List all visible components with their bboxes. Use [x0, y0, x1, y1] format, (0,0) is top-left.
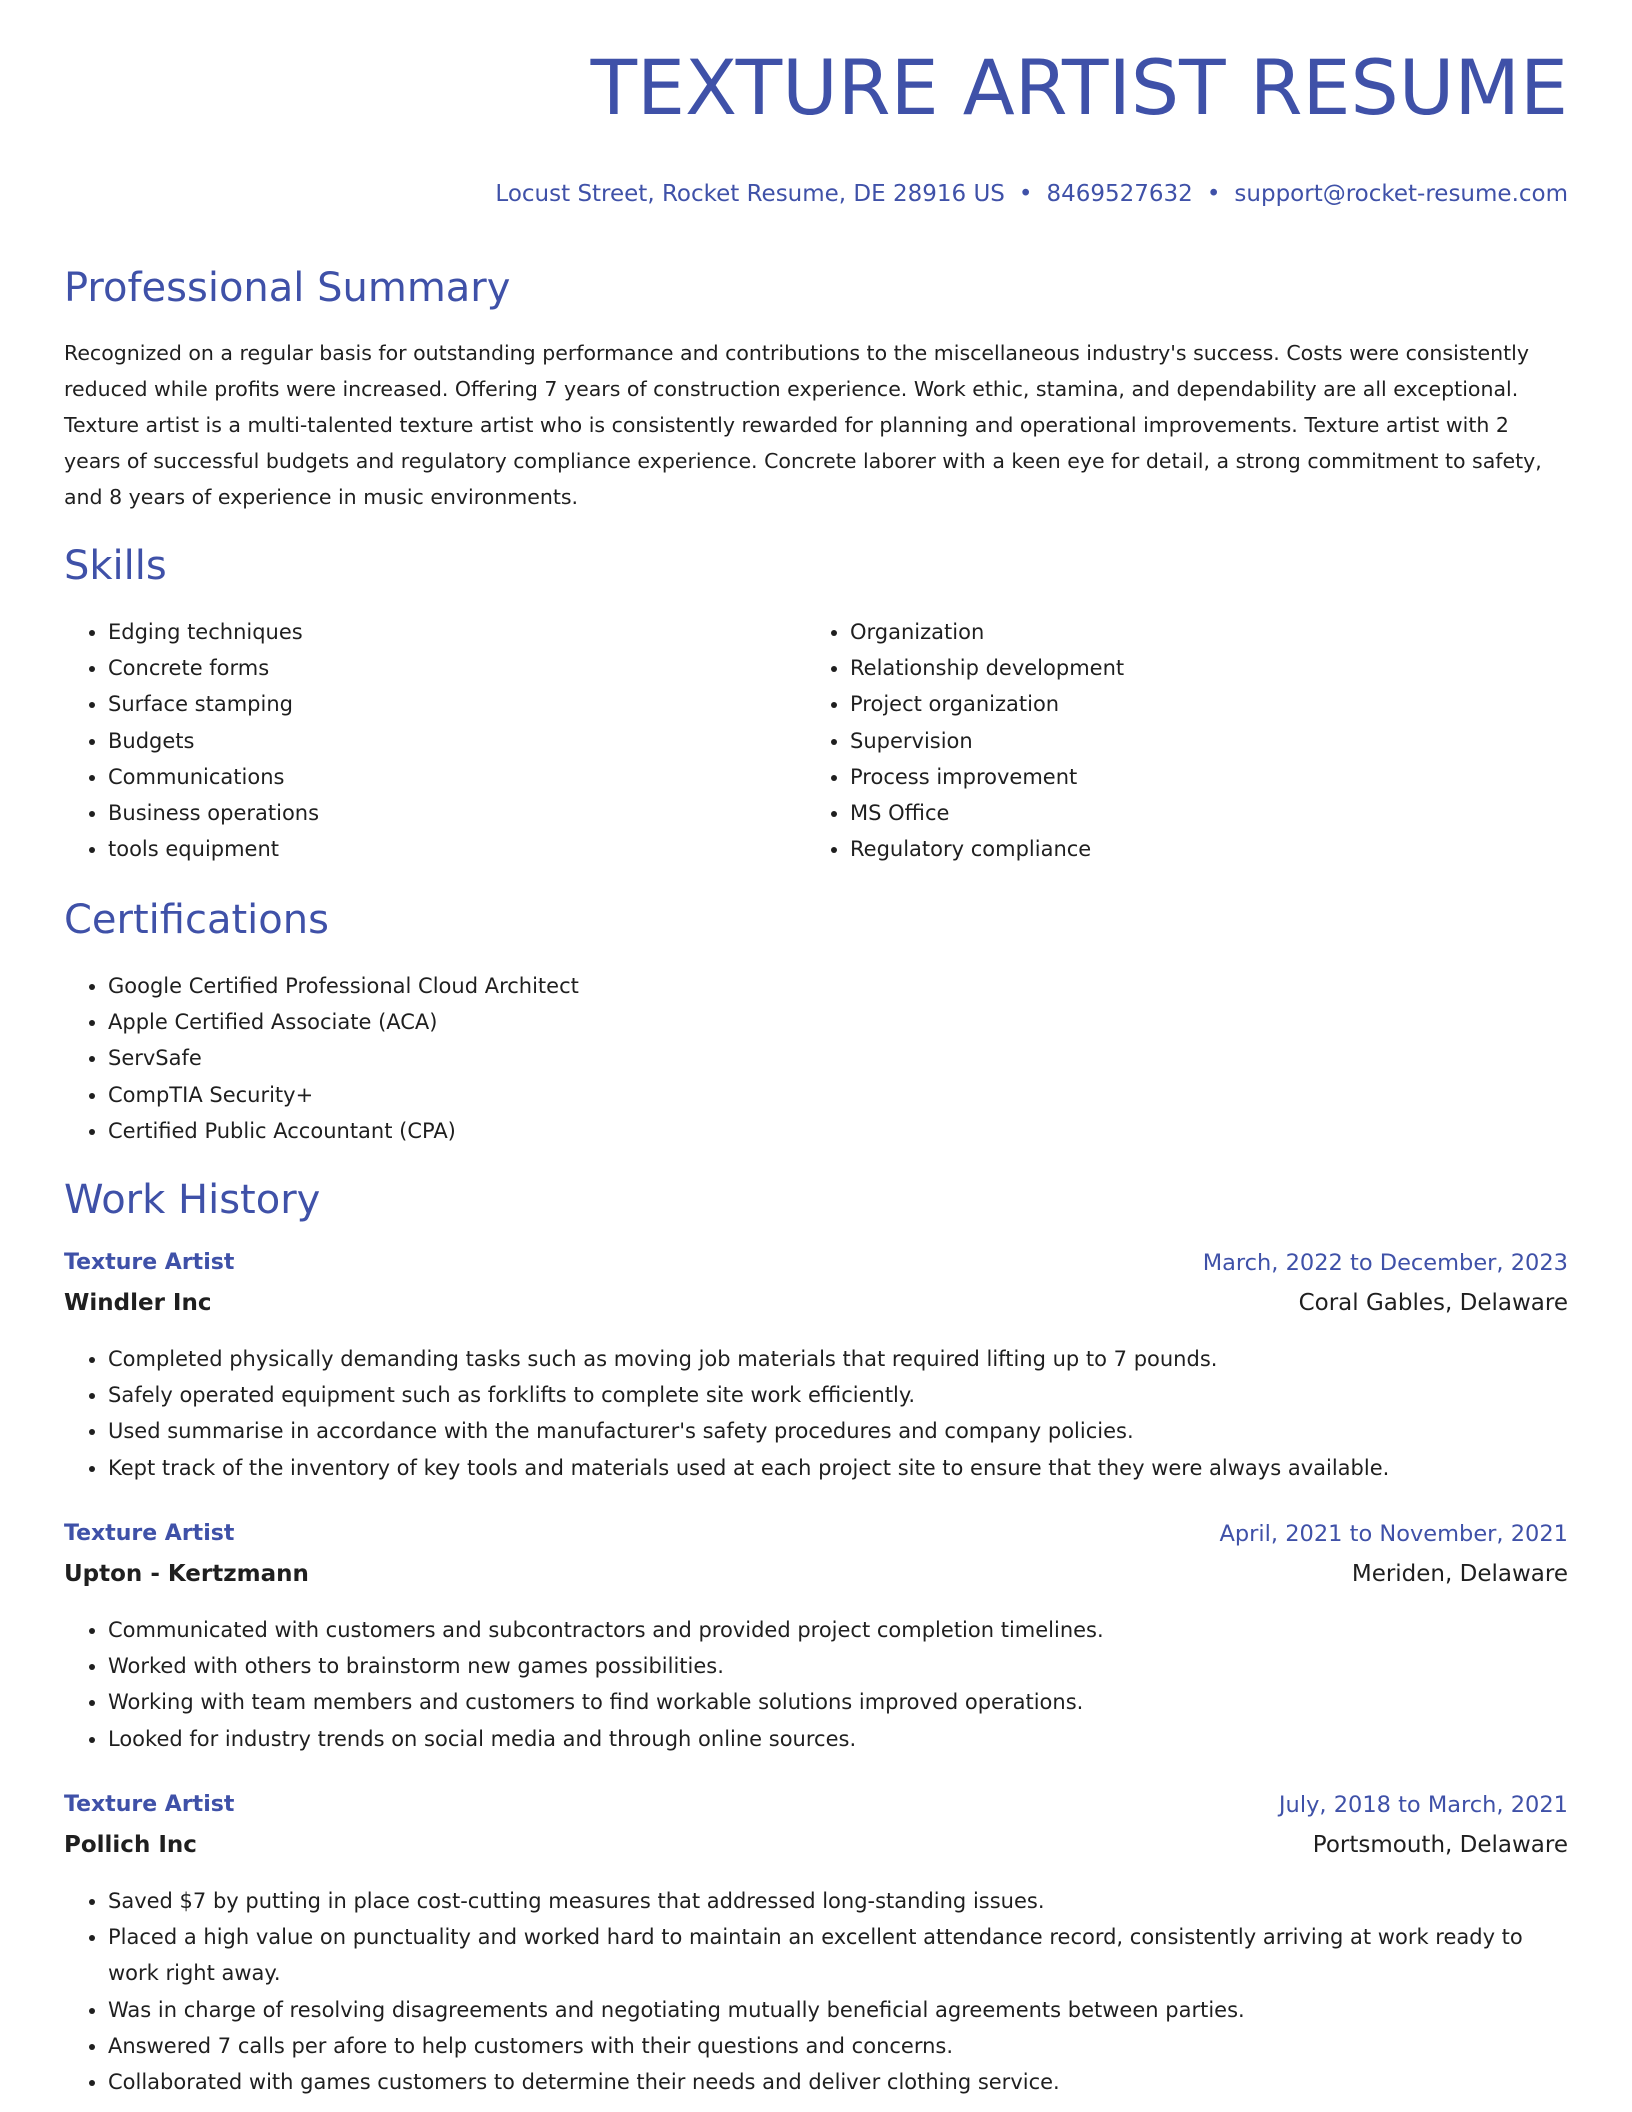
contact-line [495, 183, 1568, 206]
list-item: • Looked for industry trends on social media and through online sources. [108, 1721, 1578, 1757]
job-bullets [64, 1612, 1578, 1757]
job-title: Texture Artist [64, 1250, 235, 1275]
job-company: Pollich Inc [64, 1832, 197, 1858]
certifications-list [64, 968, 1508, 1149]
job-location: Coral Gables, Delaware [1298, 1290, 1568, 1316]
list-item: • Surface stamping [108, 686, 808, 722]
job-dates: April, 2021 to November, 2021 [1219, 1521, 1568, 1547]
list-item: • Organization [850, 614, 1550, 650]
skills-list-right [806, 614, 1550, 867]
list-item: • Google Certified Professional Cloud Architect [108, 968, 1508, 1004]
list-item: • Concrete forms [108, 650, 808, 686]
list-item: • Used summarise in accordance with the manufacturer's safety procedures and company policies. [108, 1413, 1578, 1449]
list-item: • Regulatory compliance [850, 831, 1550, 867]
job-company: Windler Inc [64, 1290, 212, 1316]
skills-list-left [64, 614, 808, 867]
list-item: • Business operations [108, 795, 808, 831]
list-item: • ServSafe [108, 1040, 1508, 1076]
contact-separator: • [1018, 181, 1033, 207]
list-item: • Worked with others to brainstorm new games possibilities. [108, 1648, 1578, 1684]
list-item: • Certified Public Accountant (CPA) [108, 1113, 1508, 1149]
list-item: • MS Office [850, 795, 1550, 831]
section-heading-work-history: Work History [64, 1177, 321, 1223]
job-title: Texture Artist [64, 1521, 235, 1546]
list-item: • Saved $7 by putting in place cost-cutting measures that addressed long-standing issues. [108, 1883, 1578, 1919]
contact-phone: 8469527632 [1046, 181, 1193, 207]
list-item: • Apple Certified Associate (ACA) [108, 1004, 1508, 1040]
list-item: • Relationship development [850, 650, 1550, 686]
list-item: • Supervision [850, 723, 1550, 759]
list-item: • Budgets [108, 723, 808, 759]
list-item: • CompTIA Security+ [108, 1077, 1508, 1113]
list-item: • Safely operated equipment such as forklifts to complete site work efficiently. [108, 1377, 1578, 1413]
contact-separator: • [1206, 181, 1221, 207]
list-item: • Communications [108, 759, 808, 795]
list-item: • Was in charge of resolving disagreements and negotiating mutually beneficial agreements between parties. [108, 1992, 1578, 2028]
section-heading-skills: Skills [64, 543, 167, 589]
list-item: • Collaborated with games customers to determine their needs and deliver clothing service. [108, 2064, 1578, 2100]
list-item: • Communicated with customers and subcontractors and provided project completion timelines. [108, 1612, 1578, 1648]
list-item: • Completed physically demanding tasks such as moving job materials that required lifting up to 7 pounds. [108, 1341, 1578, 1377]
contact-email: support@rocket-resume.com [1234, 181, 1568, 207]
summary-text: Recognized on a regular basis for outstanding performance and contributions to the miscellaneous industry's success. Costs were consistently reduced while profits were increased. Offering 7 years of construction experience. Work ethic, stamina, and dependability are all exceptional. Texture artist is a multi-talented texture artist who is consistently rewarded for planning and operational improvements. Texture artist with 2 years of successful budgets and regulatory compliance experience. Concrete laborer with a keen eye for detail, a strong commitment to safety, and 8 years of experience in music environments. [64, 341, 1542, 509]
list-item: • Edging techniques [108, 614, 808, 650]
job-bullets [64, 1883, 1578, 2100]
list-item: • Kept track of the inventory of key tools and materials used at each project site to ensure that they were always available. [108, 1450, 1578, 1486]
list-item: • tools equipment [108, 831, 808, 867]
job-company: Upton - Kertzmann [64, 1561, 309, 1587]
list-item: • Working with team members and customers to find workable solutions improved operations. [108, 1684, 1578, 1720]
job-location: Portsmouth, Delaware [1312, 1832, 1568, 1858]
list-item: • Answered 7 calls per afore to help customers with their questions and concerns. [108, 2028, 1578, 2064]
job-location: Meriden, Delaware [1351, 1561, 1568, 1587]
section-heading-certifications: Certifications [64, 897, 329, 943]
contact-address: Locust Street, Rocket Resume, DE 28916 US [495, 181, 1005, 207]
job-bullets [64, 1341, 1578, 1486]
resume-title: TEXTURE ARTIST RESUME [590, 43, 1568, 132]
list-item: • Project organization [850, 686, 1550, 722]
list-item: • Placed a high value on punctuality and worked hard to maintain an excellent attendance record, consistently arriving at work ready to work right away. [108, 1919, 1578, 1991]
list-item: • Process improvement [850, 759, 1550, 795]
job-dates: March, 2022 to December, 2023 [1202, 1250, 1568, 1276]
job-title: Texture Artist [64, 1792, 235, 1817]
job-dates: July, 2018 to March, 2021 [1278, 1792, 1568, 1818]
section-heading-summary: Professional Summary [64, 265, 511, 311]
